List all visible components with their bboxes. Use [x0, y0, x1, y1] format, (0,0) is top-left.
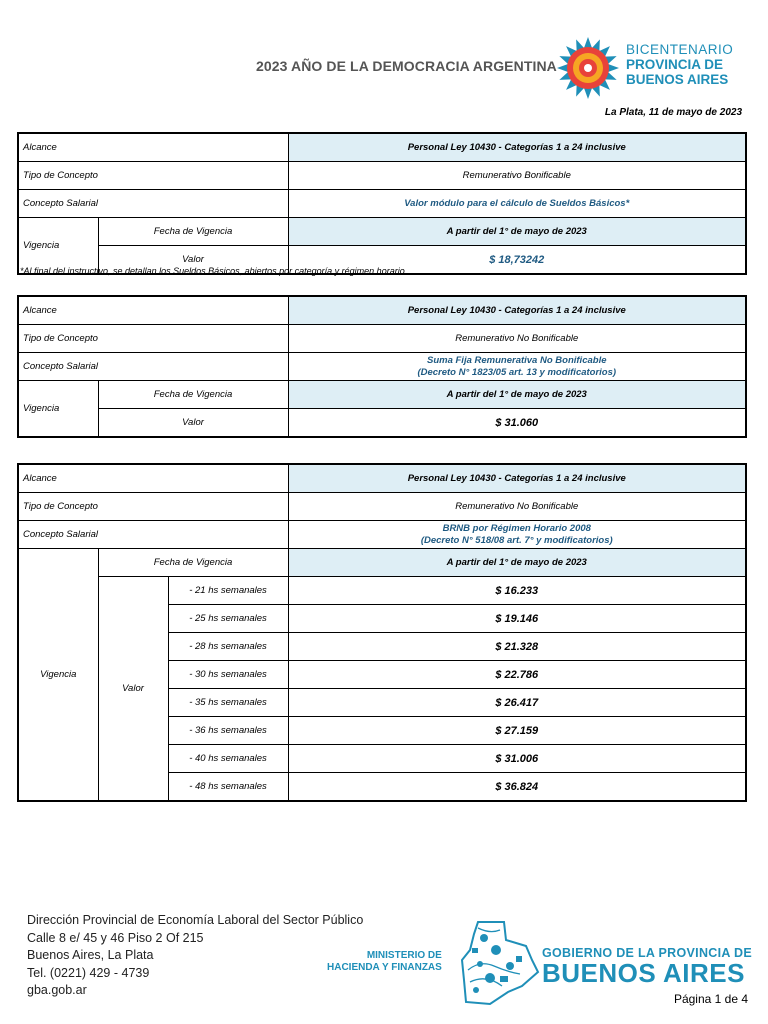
- footnote: *Al final del instructivo, se detallan los Sueldos Básicos, abiertos por categoría y régimen horario.: [20, 266, 408, 276]
- concepto-line1: BRNB por Régimen Horario 2008: [442, 522, 591, 534]
- alcance-value: Personal Ley 10430 - Categorías 1 a 24 inclusive: [288, 464, 746, 493]
- tipo-value: Remunerativo No Bonificable: [288, 325, 746, 353]
- header-title: 2023 AÑO DE LA DEMOCRACIA ARGENTINA: [256, 58, 557, 74]
- label-alcance: Alcance: [18, 296, 288, 325]
- hs-label: - 30 hs semanales: [168, 661, 288, 689]
- fecha-value: A partir del 1° de mayo de 2023: [288, 381, 746, 409]
- table-brnb: [17, 463, 747, 802]
- label-concepto: Concepto Salarial: [18, 521, 288, 549]
- label-vigencia: Vigencia: [18, 218, 98, 275]
- concepto-line1: Suma Fija Remunerativa No Bonificable: [427, 354, 607, 366]
- footer-address: [27, 912, 363, 1000]
- table-suma-fija: [17, 295, 747, 438]
- document-date: La Plata, 11 de mayo de 2023: [604, 107, 742, 118]
- label-concepto: Concepto Salarial: [18, 190, 288, 218]
- concepto-line2: (Decreto N° 1823/05 art. 13 y modificatorios): [417, 366, 617, 378]
- tipo-value: Remunerativo Bonificable: [288, 162, 746, 190]
- hs-label: - 28 hs semanales: [168, 633, 288, 661]
- hs-label: - 25 hs semanales: [168, 605, 288, 633]
- label-vigencia: Vigencia: [18, 381, 98, 438]
- address-line: Buenos Aires, La Plata: [27, 948, 154, 962]
- alcance-value: Personal Ley 10430 - Categorías 1 a 24 inclusive: [288, 296, 746, 325]
- label-fecha: Fecha de Vigencia: [98, 549, 288, 577]
- address-line: Dirección Provincial de Economía Laboral del Sector Público: [27, 913, 364, 927]
- province-map-icon: [460, 920, 540, 1006]
- address-line: Tel. (0221) 429 - 4739: [27, 965, 150, 980]
- label-fecha: Fecha de Vigencia: [98, 218, 288, 246]
- hs-value: $ 31.006: [288, 745, 746, 773]
- table-valor-modulo: [17, 132, 747, 275]
- buenos-aires-label: BUENOS AIRES: [626, 72, 729, 87]
- hs-label: - 48 hs semanales: [168, 773, 288, 802]
- concepto-value: [288, 353, 746, 381]
- website-text: gba.gob.ar: [27, 983, 87, 997]
- gba-label: BUENOS AIRES: [542, 958, 745, 988]
- hs-label: - 36 hs semanales: [168, 717, 288, 745]
- ministerio-line1: MINISTERIO DE: [366, 950, 442, 961]
- hs-value: $ 21.328: [288, 633, 746, 661]
- valor-value: $ 31.060: [288, 409, 746, 438]
- label-vigencia: Vigencia: [18, 549, 98, 802]
- label-alcance: Alcance: [18, 464, 288, 493]
- bicentenario-sun-logo: [556, 36, 620, 100]
- hs-label: - 35 hs semanales: [168, 689, 288, 717]
- valor-value: $ 18,73242: [288, 246, 746, 275]
- label-valor: Valor: [98, 577, 168, 802]
- page-number: Página 1 de 4: [673, 992, 748, 1006]
- hs-value: $ 26.417: [288, 689, 746, 717]
- label-valor: Valor: [98, 246, 288, 275]
- ministerio-line2: HACIENDA Y FINANZAS: [327, 962, 442, 973]
- hs-label: - 40 hs semanales: [168, 745, 288, 773]
- provincia-label: PROVINCIA DE: [626, 57, 724, 72]
- fecha-value: A partir del 1° de mayo de 2023: [288, 549, 746, 577]
- gobierno-label: GOBIERNO DE LA PROVINCIA DE: [542, 946, 752, 960]
- label-tipo: Tipo de Concepto: [18, 325, 288, 353]
- address-line: Calle 8 e/ 45 y 46 Piso 2 Of 215: [27, 930, 204, 945]
- concepto-value: Valor módulo para el cálculo de Sueldos Básicos*: [288, 190, 746, 218]
- concepto-line2: (Decreto N° 518/08 art. 7° y modificatorios): [420, 534, 613, 546]
- concepto-value: [288, 521, 746, 549]
- gba-logo-text: [542, 946, 752, 986]
- ministerio-label: [327, 950, 442, 974]
- label-tipo: Tipo de Concepto: [18, 162, 288, 190]
- hs-value: $ 16.233: [288, 577, 746, 605]
- hs-value: $ 19.146: [288, 605, 746, 633]
- hs-value: $ 22.786: [288, 661, 746, 689]
- bicentenario-text: [626, 42, 733, 87]
- hs-value: $ 36.824: [288, 773, 746, 802]
- bicentenario-label: BICENTENARIO: [626, 42, 734, 57]
- tipo-value: Remunerativo No Bonificable: [288, 493, 746, 521]
- label-concepto: Concepto Salarial: [18, 353, 288, 381]
- hs-label: - 21 hs semanales: [168, 577, 288, 605]
- hs-value: $ 27.159: [288, 717, 746, 745]
- table-row: [18, 577, 746, 605]
- label-valor: Valor: [98, 409, 288, 438]
- label-tipo: Tipo de Concepto: [18, 493, 288, 521]
- alcance-value: Personal Ley 10430 - Categorías 1 a 24 inclusive: [288, 133, 746, 162]
- fecha-value: A partir del 1° de mayo de 2023: [288, 218, 746, 246]
- label-alcance: Alcance: [18, 133, 288, 162]
- label-fecha: Fecha de Vigencia: [98, 381, 288, 409]
